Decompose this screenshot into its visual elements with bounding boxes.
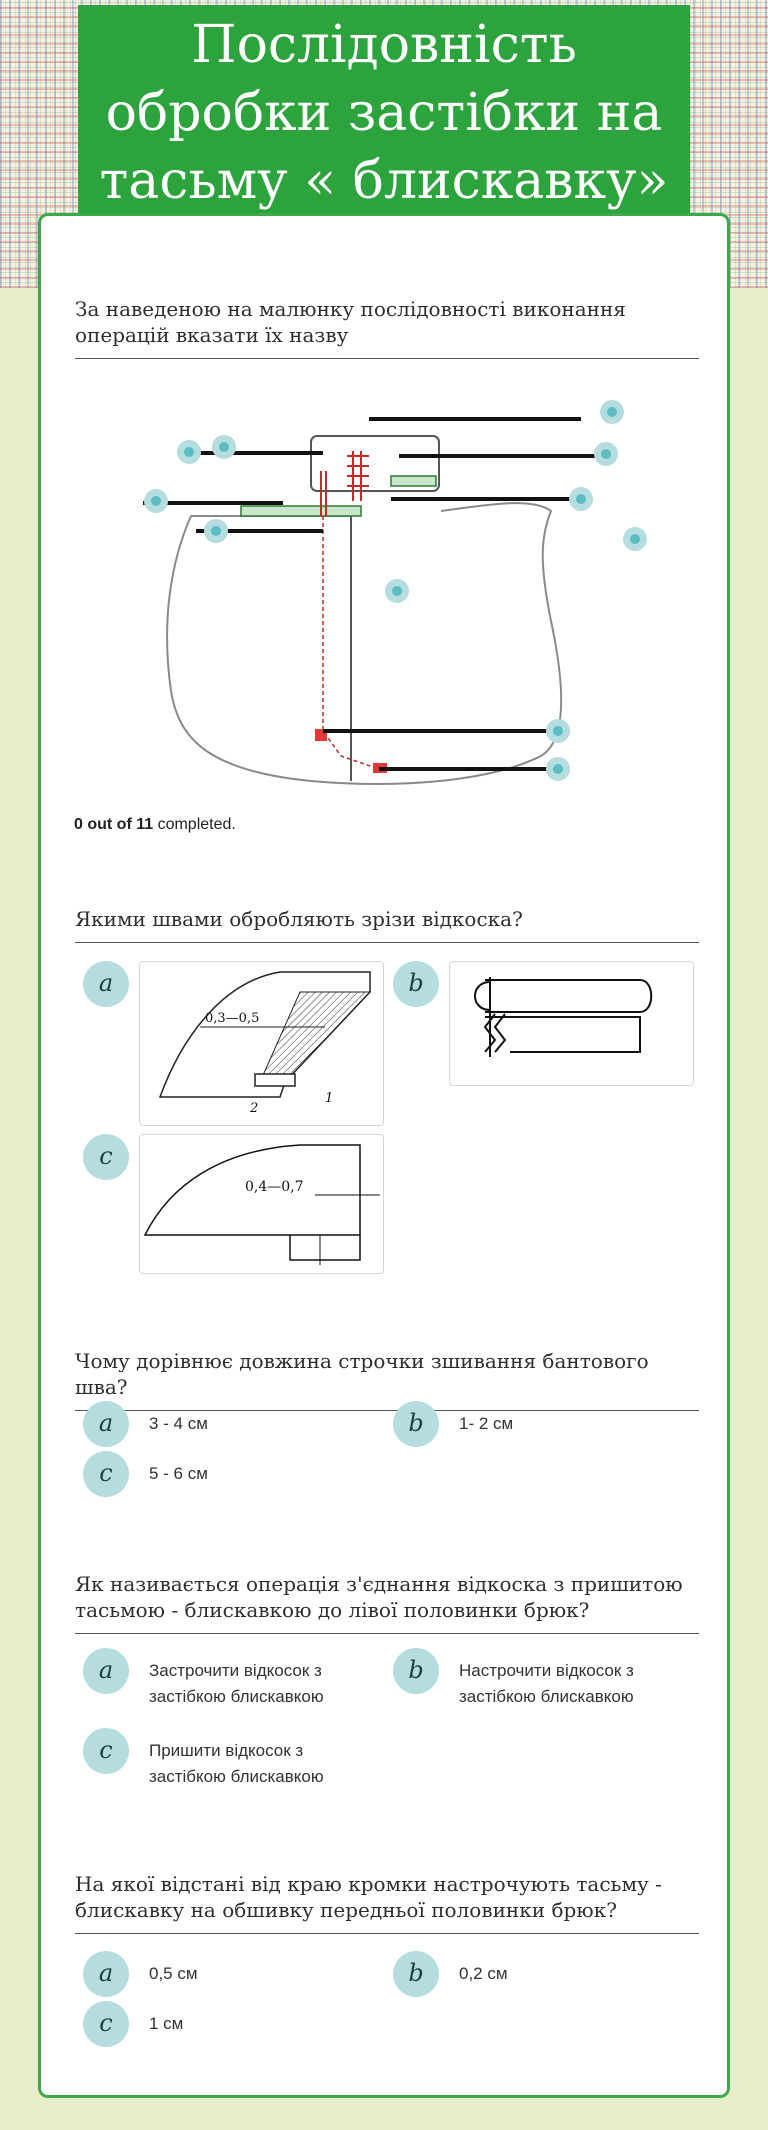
hotspot-1[interactable]	[600, 400, 624, 424]
q5-option-c[interactable]	[83, 2001, 363, 2047]
q2-option-b-image[interactable]	[449, 961, 694, 1086]
title-banner	[78, 5, 690, 215]
question-5-title: На якої відстані від краю кромки настрочують тасьму - блискавку на обшивку передньої половинки брюк?	[75, 1871, 699, 1934]
question-4-title: Як називається операція з'єднання відкоска з пришитою тасьмою - блискавкою до лівої половинки брюк?	[75, 1571, 699, 1634]
hotspot-5[interactable]	[144, 489, 168, 513]
q5-option-a[interactable]	[83, 1951, 363, 1997]
zipper-diagram	[61, 361, 701, 801]
question-4	[75, 1571, 699, 1634]
question-2-title: Якими швами обробляють зрізи відкоска?	[75, 906, 699, 943]
q5-option-a-text: 0,5 см	[149, 1964, 198, 1983]
q5-option-b-text: 0,2 см	[459, 1964, 508, 1983]
q3-option-b[interactable]	[393, 1401, 673, 1447]
q4-option-b-badge: b	[393, 1648, 439, 1694]
q4-option-c-text: Пришити відкосок з застібкою блискавкою	[149, 1741, 324, 1786]
question-1-title: За наведеною на малюнку послідовності виконання операцій вказати їх назву	[75, 296, 699, 359]
q5-option-b[interactable]	[393, 1951, 673, 1997]
page-title: Послідовність обробки застібки на тасьму « блискавку»	[99, 15, 669, 211]
q5-option-c-text: 1 см	[149, 2014, 184, 2033]
q3-option-c-badge: c	[83, 1451, 129, 1497]
hotspot-10[interactable]	[546, 719, 570, 743]
zipper-tape-right	[391, 476, 436, 486]
q5-option-a-badge: a	[83, 1951, 129, 1997]
q4-option-a-badge: a	[83, 1648, 129, 1694]
question-5	[75, 1871, 699, 1934]
progress-text	[74, 816, 236, 834]
seam-c-dimension: 0,4—0,7	[245, 1179, 304, 1195]
q4-option-a-text: Застрочити відкосок з застібкою блискавкою	[149, 1661, 324, 1706]
hotspot-7[interactable]	[204, 519, 228, 543]
hotspot-6[interactable]	[569, 487, 593, 511]
question-1	[75, 296, 699, 359]
q4-option-c-badge: c	[83, 1728, 129, 1774]
q3-option-a-text: 3 - 4 см	[149, 1414, 208, 1433]
seam-a-label-2: 2	[250, 1101, 259, 1116]
q3-option-b-badge: b	[393, 1401, 439, 1447]
seam-a-dimension: 0,3—0,5	[205, 1011, 260, 1026]
hotspot-2[interactable]	[177, 440, 201, 464]
hotspot-3[interactable]	[212, 435, 236, 459]
q4-option-b-text: Настрочити відкосок з застібкою блискавкою	[459, 1661, 634, 1706]
question-2	[75, 906, 699, 943]
label-lines	[143, 419, 606, 769]
q2-option-c-badge: c	[83, 1134, 129, 1180]
question-3-title: Чому дорівнює довжина строчки зшивання бантового шва?	[75, 1348, 699, 1411]
q5-option-c-badge: c	[83, 2001, 129, 2047]
seam-diagram-b	[450, 962, 695, 1087]
q3-option-b-text: 1- 2 см	[459, 1414, 514, 1433]
quiz-card	[38, 213, 730, 2098]
q3-option-a-badge: a	[83, 1401, 129, 1447]
q3-option-c[interactable]	[83, 1451, 363, 1497]
trouser-outline	[167, 503, 561, 784]
q4-option-a[interactable]	[83, 1648, 383, 1708]
q2-option-c-image[interactable]	[139, 1134, 384, 1274]
q3-option-c-text: 5 - 6 см	[149, 1464, 208, 1483]
hotspot-8[interactable]	[623, 527, 647, 551]
seam-a-label-1: 1	[325, 1091, 334, 1106]
progress-count: 0 out of 11	[74, 816, 154, 833]
progress-suffix: completed.	[153, 816, 236, 833]
q4-option-c[interactable]	[83, 1728, 383, 1788]
q4-option-b[interactable]	[393, 1648, 693, 1708]
hotspot-11[interactable]	[546, 757, 570, 781]
q2-option-b-badge: b	[393, 961, 439, 1007]
q5-option-b-badge: b	[393, 1951, 439, 1997]
q2-option-a-image[interactable]	[139, 961, 384, 1126]
seam-diagram-a	[140, 962, 385, 1127]
q2-option-a-badge: a	[83, 961, 129, 1007]
seam-diagram-c	[140, 1135, 385, 1275]
zipper-tape-left	[241, 506, 361, 516]
hotspot-9[interactable]	[385, 579, 409, 603]
hotspot-4[interactable]	[594, 442, 618, 466]
q3-option-a[interactable]	[83, 1401, 363, 1447]
